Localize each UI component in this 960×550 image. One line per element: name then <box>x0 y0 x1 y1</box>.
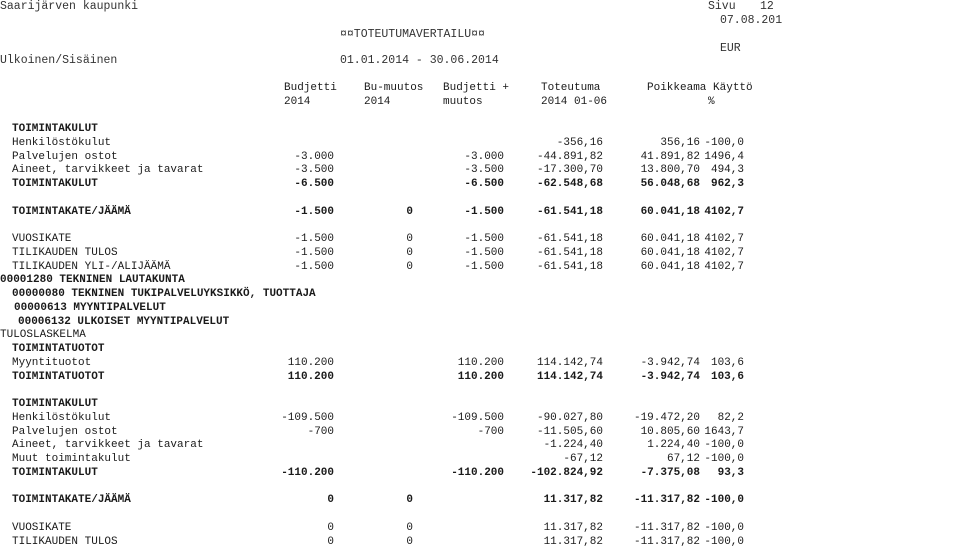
row-cell: 67,12 <box>666 453 700 465</box>
row-cell: 11.317,82 <box>543 494 603 507</box>
column-header-actual-period: 2014 01-06 <box>541 96 608 108</box>
row-cell: 0 <box>406 233 413 245</box>
row-label: VUOSIKATE <box>12 521 72 534</box>
page-number: 12 <box>760 0 774 13</box>
row-cell: -61.541,18 <box>536 260 603 273</box>
row-label: TILIKAUDEN YLI-/ALIJÄÄMÄ <box>12 260 171 273</box>
row-label: TULOSLASKELMA <box>0 329 86 342</box>
table-row <box>0 261 960 275</box>
row-cell: -44.891,82 <box>536 150 603 163</box>
table-row <box>0 398 960 412</box>
row-label: Henkilöstökulut <box>12 136 112 149</box>
table-row <box>0 343 960 357</box>
table-row <box>0 247 960 261</box>
row-cell: -3.500 <box>464 164 504 177</box>
row-label: VUOSIKATE <box>12 233 72 245</box>
table-row <box>0 329 960 343</box>
row-cell: -3.942,74 <box>640 356 700 369</box>
table-row <box>0 467 960 481</box>
row-label: TOIMINTAKULUT <box>12 178 98 190</box>
row-cell: 356,16 <box>660 136 700 149</box>
table-row <box>0 302 960 316</box>
row-cell: -7.375,08 <box>640 466 700 479</box>
row-cell: 13.800,70 <box>640 164 700 177</box>
row-label: TILIKAUDEN TULOS <box>12 246 118 259</box>
row-cell: 0 <box>327 521 334 534</box>
row-cell: -100,0 <box>704 494 744 507</box>
row-cell: -1.500 <box>294 246 334 259</box>
table-row <box>0 412 960 426</box>
row-cell: 0 <box>406 260 413 273</box>
row-cell: -6.500 <box>294 178 334 190</box>
row-cell: 60.041,18 <box>640 233 700 245</box>
row-cell: 1.224,40 <box>647 439 700 452</box>
row-cell: 110.200 <box>457 356 504 369</box>
row-label: Palvelujen ostot <box>12 150 118 163</box>
row-cell: 0 <box>406 246 413 259</box>
row-cell: -1.500 <box>464 260 504 273</box>
table-row <box>0 316 960 330</box>
row-cell: -109.500 <box>451 411 504 424</box>
row-cell: -11.317,82 <box>633 494 700 507</box>
column-header-percent: % <box>708 96 715 108</box>
row-cell: -1.500 <box>464 233 504 245</box>
row-cell: -1.224,40 <box>543 439 603 452</box>
row-label: TOIMINTATUOTOT <box>12 343 105 355</box>
column-header-actual: Toteutuma <box>541 82 601 94</box>
row-cell: 4102,7 <box>704 260 744 273</box>
row-cell: -19.472,20 <box>633 411 700 424</box>
row-label: TOIMINTAKULUT <box>12 466 98 479</box>
row-label: Myyntituotot <box>12 356 92 369</box>
table-row <box>0 233 960 247</box>
row-cell: -700 <box>477 425 504 438</box>
row-cell: 60.041,18 <box>640 205 700 218</box>
row-cell: -3.500 <box>294 164 334 177</box>
column-header-deviation-usage: Poikkeama Käyttö <box>647 82 753 94</box>
row-cell: 0 <box>406 521 413 534</box>
currency-label: EUR <box>720 42 741 55</box>
row-cell: 4102,7 <box>704 246 744 259</box>
table-row <box>0 371 960 385</box>
row-cell: -11.505,60 <box>536 425 603 438</box>
row-cell: -11.317,82 <box>633 535 700 548</box>
row-cell: 60.041,18 <box>640 246 700 259</box>
row-label: Aineet, tarvikkeet ja tavarat <box>12 164 204 177</box>
row-cell: 60.041,18 <box>640 260 700 273</box>
row-cell: -1.500 <box>294 233 334 245</box>
row-cell: 494,3 <box>710 164 744 177</box>
row-cell: -100,0 <box>704 521 744 534</box>
row-cell: -100,0 <box>704 535 744 548</box>
period-range: 01.01.2014 - 30.06.2014 <box>340 54 499 67</box>
row-cell: 1496,4 <box>704 150 744 163</box>
row-cell: 56.048,68 <box>640 178 700 190</box>
row-cell: 110.200 <box>457 370 504 383</box>
row-label: Aineet, tarvikkeet ja tavarat <box>12 439 204 452</box>
row-label: 00006132 ULKOISET MYYNTIPALVELUT <box>18 315 230 328</box>
table-row <box>0 494 960 508</box>
row-cell: -110.200 <box>281 466 334 479</box>
row-cell: -100,0 <box>704 136 744 149</box>
row-cell: -3.000 <box>294 150 334 163</box>
row-cell: -62.548,68 <box>536 178 603 190</box>
row-cell: 41.891,82 <box>640 150 700 163</box>
row-cell: -100,0 <box>704 453 744 465</box>
row-cell: 4102,7 <box>704 233 744 245</box>
row-label: 00000080 TEKNINEN TUKIPALVELUYKSIKKÖ, TUOTTAJA <box>12 288 316 300</box>
row-cell: -100,0 <box>704 439 744 452</box>
table-row <box>0 522 960 536</box>
row-label: TOIMINTAKATE/JÄÄMÄ <box>12 205 131 218</box>
row-label: Palvelujen ostot <box>12 425 118 438</box>
table-row <box>0 137 960 151</box>
row-cell: -1.500 <box>294 205 334 218</box>
row-cell: 0 <box>406 205 413 218</box>
row-cell: 103,6 <box>710 370 744 383</box>
table-row <box>0 274 960 288</box>
row-cell: -102.824,92 <box>530 466 603 479</box>
row-cell: 0 <box>327 535 334 548</box>
report-title: ¤¤TOTEUTUMAVERTAILU¤¤ <box>340 28 485 41</box>
row-cell: 0 <box>327 494 334 507</box>
table-row <box>0 536 960 550</box>
table-row <box>0 178 960 192</box>
table-row <box>0 123 960 137</box>
row-cell: -109.500 <box>281 411 334 424</box>
row-label: Muut toimintakulut <box>12 453 131 465</box>
row-cell: -3.942,74 <box>640 370 700 383</box>
row-cell: 11.317,82 <box>543 535 603 548</box>
table-row <box>0 164 960 178</box>
row-cell: 93,3 <box>717 466 744 479</box>
row-cell: -3.000 <box>464 150 504 163</box>
row-cell: -110.200 <box>451 466 504 479</box>
column-header-budget: Budjetti <box>284 82 337 94</box>
table-row <box>0 453 960 467</box>
row-cell: -356,16 <box>556 136 603 149</box>
row-label: TOIMINTAKULUT <box>12 398 98 410</box>
row-cell: -90.027,80 <box>536 411 603 424</box>
row-cell: 0 <box>406 535 413 548</box>
row-cell: -1.500 <box>464 205 504 218</box>
table-row <box>0 151 960 165</box>
row-label: Henkilöstökulut <box>12 411 112 424</box>
row-cell: 0 <box>406 494 413 507</box>
row-cell: -1.500 <box>464 246 504 259</box>
column-header-budget-plus-change: muutos <box>443 96 483 108</box>
row-cell: 114.142,74 <box>536 370 603 383</box>
row-cell: -17.300,70 <box>536 164 603 177</box>
report-date: 07.08.201 <box>720 14 783 27</box>
table-row <box>0 508 960 522</box>
table-row <box>0 357 960 371</box>
row-cell: -11.317,82 <box>633 521 700 534</box>
row-label: TOIMINTATUOTOT <box>12 370 105 383</box>
row-cell: 103,6 <box>710 356 744 369</box>
row-cell: -6.500 <box>464 178 504 190</box>
row-label: 00001280 TEKNINEN LAUTAKUNTA <box>0 274 185 287</box>
row-cell: 11.317,82 <box>543 521 603 534</box>
table-row <box>0 384 960 398</box>
table-row <box>0 426 960 440</box>
row-cell: -700 <box>307 425 334 438</box>
table-row <box>0 206 960 220</box>
row-cell: 962,3 <box>710 178 744 190</box>
column-header-budget-year: 2014 <box>284 96 311 108</box>
row-label: TOIMINTAKATE/JÄÄMÄ <box>12 494 131 507</box>
row-cell: -1.500 <box>294 260 334 273</box>
row-cell: 10.805,60 <box>640 425 700 438</box>
table-row <box>0 288 960 302</box>
table-row <box>0 192 960 206</box>
column-header-budget-change-year: 2014 <box>364 96 391 108</box>
row-cell: 110.200 <box>287 370 334 383</box>
row-cell: -61.541,18 <box>536 233 603 245</box>
table-row <box>0 439 960 453</box>
organization-name: Saarijärven kaupunki <box>0 0 139 13</box>
row-cell: 82,2 <box>717 411 744 424</box>
row-cell: -67,12 <box>563 453 603 465</box>
row-cell: -61.541,18 <box>536 246 603 259</box>
page-label: Sivu <box>708 0 736 13</box>
column-header-budget-plus: Budjetti + <box>443 82 510 94</box>
row-label: 00000613 MYYNTIPALVELUT <box>14 301 166 314</box>
row-cell: -61.541,18 <box>536 205 603 218</box>
row-label: TILIKAUDEN TULOS <box>12 535 118 548</box>
row-cell: 4102,7 <box>704 205 744 218</box>
row-cell: 114.142,74 <box>536 356 603 369</box>
scope-label: Ulkoinen/Sisäinen <box>0 54 118 67</box>
row-cell: 110.200 <box>287 356 334 369</box>
table-row <box>0 481 960 495</box>
row-label: TOIMINTAKULUT <box>12 123 98 135</box>
table-row <box>0 219 960 233</box>
row-cell: 1643,7 <box>704 425 744 438</box>
column-header-budget-change: Bu-muutos <box>364 82 424 94</box>
